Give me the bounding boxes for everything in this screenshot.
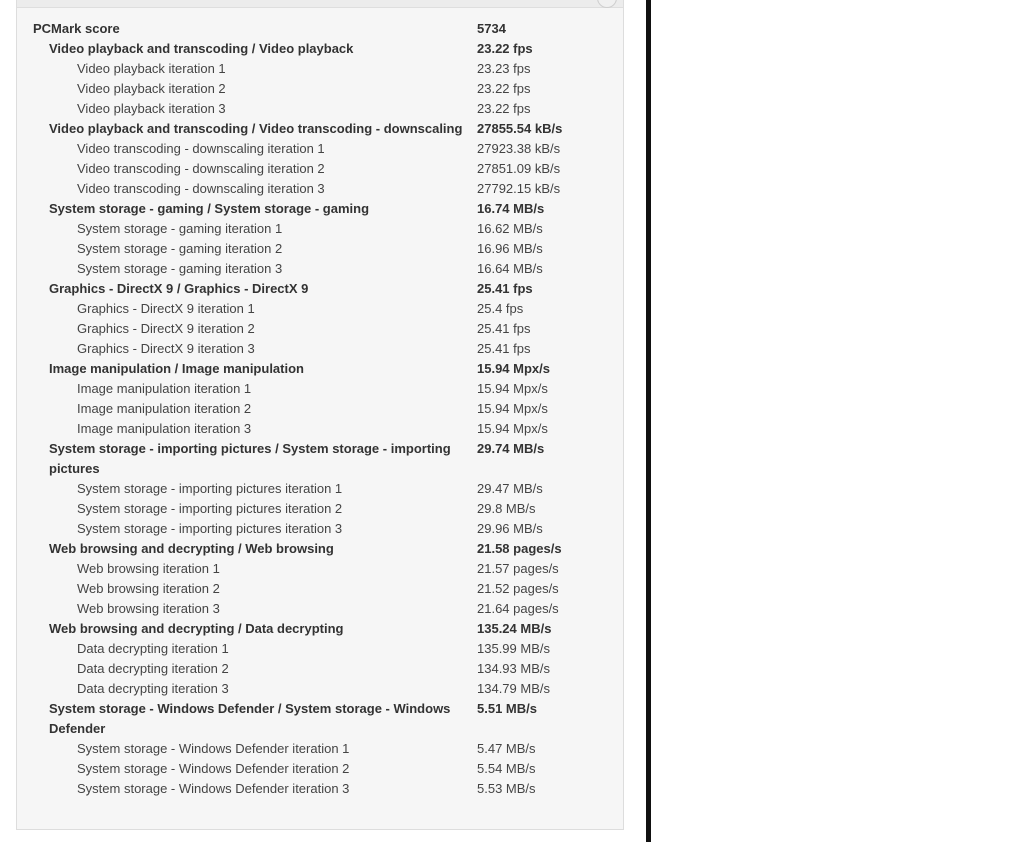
result-iteration-row [16, 379, 616, 399]
iteration-value: 21.57 pages/s [477, 561, 559, 576]
iteration-value: 5.47 MB/s [477, 741, 536, 756]
iteration-label: Video playback iteration 3 [77, 101, 226, 116]
result-iteration-row [16, 59, 616, 79]
score-label: PCMark score [33, 21, 120, 36]
iteration-label: Data decrypting iteration 2 [77, 661, 229, 676]
iteration-value: 15.94 Mpx/s [477, 401, 548, 416]
result-group-row [16, 199, 616, 219]
result-group-row [16, 279, 616, 299]
iteration-label: Image manipulation iteration 1 [77, 381, 252, 396]
iteration-label: System storage - importing pictures iteration 2 [77, 501, 343, 516]
result-iteration-row [16, 659, 616, 679]
iteration-value: 16.64 MB/s [477, 261, 543, 276]
group-label: Web browsing and decrypting / Web browsing [49, 541, 334, 556]
group-label: System storage - gaming / System storage - gaming [49, 201, 370, 216]
iteration-value: 134.93 MB/s [477, 661, 550, 676]
iteration-label: Web browsing iteration 3 [77, 601, 220, 616]
panel-header-strip [17, 0, 623, 8]
iteration-label: Image manipulation iteration 2 [77, 401, 252, 416]
result-iteration-row [16, 519, 616, 539]
group-label: System storage - Windows Defender / System storage - Windows Defender [49, 701, 451, 736]
group-value: 21.58 pages/s [477, 541, 562, 556]
group-value: 16.74 MB/s [477, 201, 545, 216]
iteration-value: 25.41 fps [477, 341, 531, 356]
iteration-value: 16.62 MB/s [477, 221, 543, 236]
result-group-row [16, 359, 616, 379]
result-iteration-row [16, 259, 616, 279]
result-iteration-row [16, 599, 616, 619]
iteration-label: Graphics - DirectX 9 iteration 3 [77, 341, 255, 356]
result-iteration-row [16, 319, 616, 339]
iteration-label: Graphics - DirectX 9 iteration 1 [77, 301, 255, 316]
group-label: System storage - importing pictures / System storage - importing pictures [49, 441, 451, 476]
result-group-row [16, 619, 616, 639]
group-label: Web browsing and decrypting / Data decrypting [49, 621, 344, 636]
iteration-label: Web browsing iteration 1 [77, 561, 220, 576]
iteration-value: 23.22 fps [477, 81, 531, 96]
iteration-value: 15.94 Mpx/s [477, 381, 548, 396]
result-group-row [16, 699, 616, 739]
result-iteration-row [16, 579, 616, 599]
group-label: Graphics - DirectX 9 / Graphics - DirectX 9 [49, 281, 309, 296]
iteration-label: System storage - Windows Defender iteration 1 [77, 741, 350, 756]
iteration-value: 134.79 MB/s [477, 681, 550, 696]
iteration-label: Video playback iteration 2 [77, 81, 226, 96]
iteration-value: 27851.09 kB/s [477, 161, 561, 176]
result-iteration-row [16, 399, 616, 419]
result-iteration-row [16, 639, 616, 659]
iteration-label: Video transcoding - downscaling iteration 3 [77, 181, 325, 196]
iteration-value: 15.94 Mpx/s [477, 421, 548, 436]
iteration-label: Video playback iteration 1 [77, 61, 226, 76]
result-iteration-row [16, 559, 616, 579]
iteration-value: 135.99 MB/s [477, 641, 550, 656]
iteration-value: 23.22 fps [477, 101, 531, 116]
group-value: 5.51 MB/s [477, 701, 537, 716]
group-value: 23.22 fps [477, 41, 533, 56]
iteration-value: 29.47 MB/s [477, 481, 543, 496]
score-row [16, 19, 616, 39]
iteration-value: 21.64 pages/s [477, 601, 559, 616]
result-iteration-row [16, 479, 616, 499]
result-iteration-row [16, 79, 616, 99]
iteration-value: 5.54 MB/s [477, 761, 536, 776]
iteration-value: 27923.38 kB/s [477, 141, 561, 156]
result-iteration-row [16, 739, 616, 759]
result-iteration-row [16, 419, 616, 439]
result-iteration-row [16, 679, 616, 699]
group-value: 25.41 fps [477, 281, 533, 296]
iteration-label: System storage - gaming iteration 1 [77, 221, 283, 236]
group-label: Video playback and transcoding / Video playback [49, 41, 354, 56]
iteration-label: System storage - Windows Defender iteration 3 [77, 781, 350, 796]
result-iteration-row [16, 759, 616, 779]
pcmark-results-list [16, 19, 616, 799]
result-rows [16, 39, 616, 799]
group-value: 15.94 Mpx/s [477, 361, 550, 376]
result-iteration-row [16, 219, 616, 239]
iteration-label: System storage - importing pictures iteration 1 [77, 481, 343, 496]
result-iteration-row [16, 299, 616, 319]
iteration-value: 25.41 fps [477, 321, 531, 336]
result-iteration-row [16, 779, 616, 799]
iteration-value: 25.4 fps [477, 301, 524, 316]
result-iteration-row [16, 339, 616, 359]
group-label: Image manipulation / Image manipulation [49, 361, 304, 376]
iteration-label: Data decrypting iteration 3 [77, 681, 229, 696]
iteration-value: 29.96 MB/s [477, 521, 543, 536]
iteration-label: System storage - Windows Defender iteration 2 [77, 761, 350, 776]
result-iteration-row [16, 99, 616, 119]
result-group-row [16, 119, 616, 139]
iteration-value: 16.96 MB/s [477, 241, 543, 256]
iteration-label: Video transcoding - downscaling iteration 2 [77, 161, 325, 176]
result-group-row [16, 539, 616, 559]
iteration-value: 23.23 fps [477, 61, 531, 76]
iteration-value: 5.53 MB/s [477, 781, 536, 796]
result-iteration-row [16, 499, 616, 519]
iteration-label: Web browsing iteration 2 [77, 581, 220, 596]
result-iteration-row [16, 239, 616, 259]
group-value: 135.24 MB/s [477, 621, 552, 636]
iteration-label: System storage - gaming iteration 3 [77, 261, 283, 276]
iteration-label: Data decrypting iteration 1 [77, 641, 229, 656]
result-iteration-row [16, 159, 616, 179]
score-value: 5734 [477, 21, 506, 36]
result-iteration-row [16, 179, 616, 199]
iteration-label: System storage - gaming iteration 2 [77, 241, 283, 256]
group-value: 29.74 MB/s [477, 441, 545, 456]
window-divider [646, 0, 651, 842]
iteration-label: Video transcoding - downscaling iteration 1 [77, 141, 325, 156]
iteration-label: Graphics - DirectX 9 iteration 2 [77, 321, 255, 336]
iteration-value: 21.52 pages/s [477, 581, 559, 596]
result-iteration-row [16, 139, 616, 159]
group-value: 27855.54 kB/s [477, 121, 563, 136]
iteration-value: 27792.15 kB/s [477, 181, 561, 196]
result-group-row [16, 439, 616, 479]
iteration-label: System storage - importing pictures iteration 3 [77, 521, 343, 536]
iteration-value: 29.8 MB/s [477, 501, 536, 516]
group-label: Video playback and transcoding / Video transcoding - downscaling [49, 121, 463, 136]
iteration-label: Image manipulation iteration 3 [77, 421, 252, 436]
result-group-row [16, 39, 616, 59]
